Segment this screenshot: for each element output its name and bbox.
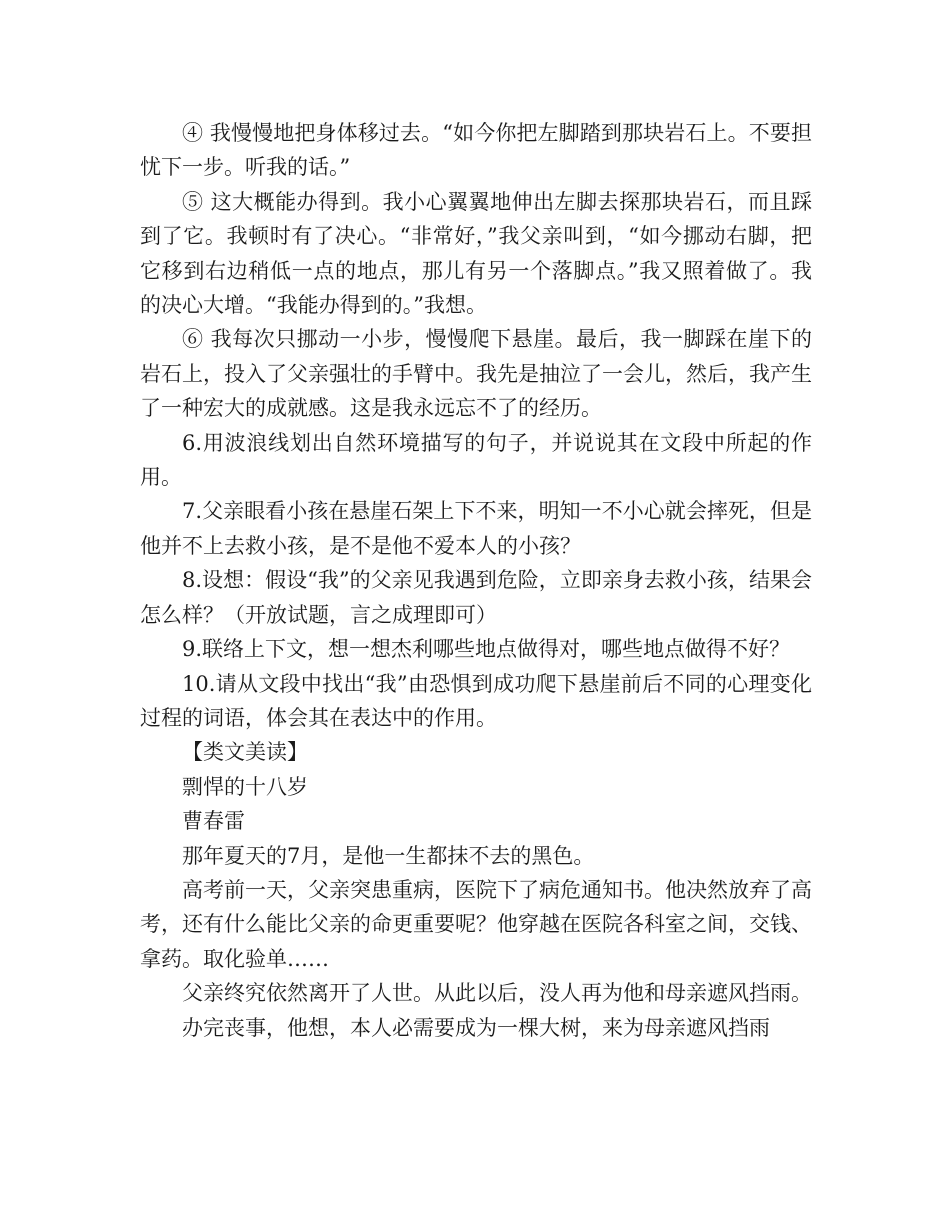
paragraph-6: ⑥ 我每次只挪动一小步，慢慢爬下悬崖。最后，我一脚踩在崖下的岩石上，投入了父亲强壮的手臂中。我先是抽泣了一会儿，然后，我产生了一种宏大的成就感。这是我永远忘不了的经历。 [140,327,812,421]
article-author: 曹春雷 [182,809,245,834]
document-body [140,116,812,1045]
question-8: 8.设想：假设“我”的父亲见我遇到危险，立即亲身去救小孩，结果会怎么样？（开放试题，言之成理即可） [140,568,812,627]
paragraph-5: ⑤ 这大概能办得到。我小心翼翼地伸出左脚去探那块岩石，而且踩到了它。我顿时有了决心。“非常好，”我父亲叫到，“如今挪动右脚，把它移到右边稍低一点的地点，那儿有另一个落脚点。”我又照着做了。我的决心大增。“我能办得到的。”我想。 [140,189,812,318]
question-10: 10.请从文段中找出“我”由恐惧到成功爬下悬崖前后不同的心理变化过程的词语，体会其在表达中的作用。 [140,671,812,730]
article-paragraph-4: 办完丧事，他想，本人必需要成为一棵大树，来为母亲遮风挡雨 [182,1015,770,1040]
article-paragraph-2: 高考前一天，父亲突患重病，医院下了病危通知书。他决然放弃了高考，还有什么能比父亲的命更重要呢？他穿越在医院各科室之间，交钱、拿药。取化验单…… [140,877,812,971]
question-7: 7.父亲眼看小孩在悬崖石架上下不来，明知一不小心就会摔死，但是他并不上去救小孩，是不是他不爱本人的小孩？ [140,499,812,558]
section-heading: 【类文美读】 [182,740,308,765]
article-title: 剽悍的十八岁 [182,774,308,799]
paragraph-4: ④ 我慢慢地把身体移过去。“如今你把左脚踏到那块岩石上。不要担忧下一步。听我的话。” [140,121,812,180]
question-9: 9.联络上下文，想一想杰利哪些地点做得对，哪些地点做得不好？ [182,637,791,662]
article-paragraph-1: 那年夏天的7月，是他一生都抹不去的黑色。 [182,843,595,868]
question-6: 6.用波浪线划出自然环境描写的句子，并说说其在文段中所起的作用。 [140,430,812,490]
article-paragraph-3: 父亲终究依然离开了人世。从此以后，没人再为他和母亲遮风挡雨。 [182,981,812,1006]
